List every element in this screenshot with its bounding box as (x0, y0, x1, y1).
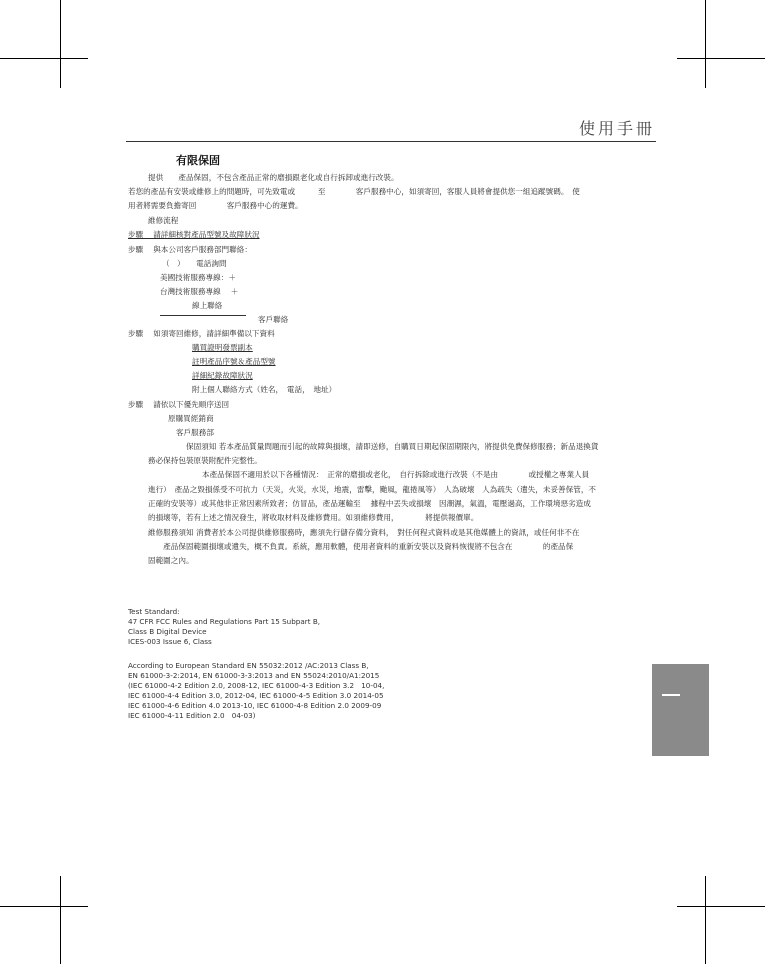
compliance-line: EN 61000-3-2:2014, EN 61000-3-3:2013 and EN 55024:2010/A1:2015 (128, 671, 380, 680)
page-title: 使用手冊 (578, 119, 655, 138)
warranty-text-line: 提供 產品保固，不包含產品正常的磨損跟老化或自行拆卸或進行改裝。 (148, 173, 399, 182)
return-option: 原購買經銷商 (168, 414, 214, 423)
step-line: 步驟 與本公司客戶服務部門聯絡： (128, 245, 252, 254)
warranty-text-line: 本產品保固不適用於以下各種情況： 正常的磨損或老化， 自行拆除或進行改裝（不是由 或授權之專業人員 (202, 470, 590, 479)
warranty-text-line: 進行） 產品之毀損係受不可抗力（天災，火災，水災，地震，雷擊，颱風，龍捲風等） 人為破壞 人為疏失（遺失，未妥善保管，不 (148, 485, 597, 494)
warranty-text-line: 正確的安裝等）或其他非正常因素所致者；仿冒品，產品運輸至 據程中丟失或損壞 因潮濕，氣溫，電壓過高，工作環境惡劣造成 (148, 499, 591, 508)
compliance-line: Test Standard: (128, 607, 180, 616)
compliance-line: According to European Standard EN 55032:2012 /AC:2013 Class B, (128, 661, 369, 670)
contact-link-rule (160, 315, 246, 316)
compliance-line: IEC 61000-4-6 Edition 4.0 2013-10, IEC 61000-4-8 Edition 2.0 2009-09 (128, 701, 382, 710)
document-item: 附上個人聯絡方式（姓名， 電話， 地址） (192, 385, 337, 394)
contact-line: 美國技術服務專線：＋ (160, 273, 236, 282)
document-item: 註明產品序號＆產品型號 (192, 357, 276, 366)
contact-line: 線上聯絡 (192, 301, 223, 310)
compliance-line: (IEC 61000-4-2 Edition 2.0, 2008-12, IEC 61000-4-3 Edition 3.2 10-04, (128, 681, 385, 690)
warranty-text-line: 若您的產品有安裝或維修上的問題時，可先致電或 至 客戶服務中心，如須寄回，客服人員將會提供您一組追蹤號碼。 使 (128, 187, 580, 196)
tab-dash-mark (662, 694, 680, 696)
compliance-line: 47 CFR FCC Rules and Regulations Part 15 Subpart B, (128, 617, 321, 626)
document-item: 購買證明發票副本 (192, 343, 253, 352)
document-item: 詳細紀錄故障狀況 (192, 371, 253, 380)
title-divider (126, 141, 656, 142)
warranty-text-line: 維修服務須知 消費者於本公司提供維修服務時，應須先行儲存備分資料， 對任何程式資料或是其他媒體上的資訊，或任何非不在 (148, 528, 580, 537)
section-tab (652, 664, 709, 756)
warranty-text-line: 的損壞等，若有上述之情況發生，將收取材料及維修費用。如須維修費用， 將提供報價單。 (148, 513, 479, 522)
warranty-text-line: 務必保持包裝原裝附配件完整性。 (148, 456, 262, 465)
step-line: 步驟 請依以下優先順序送回 (128, 400, 230, 409)
warranty-text-line: 產品保固範圍損壞或遺失，概不負責。系統，應用軟體，使用者資料的重新安裝以及資料恢復將不包含在 的產品保 (148, 542, 574, 551)
contact-line: 客戶聯絡 (258, 315, 289, 324)
contact-line: 台灣技術服務專線 ＋ (160, 287, 239, 296)
compliance-line: ICES-003 Issue 6, Class (128, 637, 212, 646)
step-line: 步驟 如須寄回維修，請詳細準備以下資料 (128, 329, 275, 338)
step-line: 步驟 請詳細核對產品型號及故障狀況 (128, 230, 260, 239)
contact-line: （ ） 電話詢問 (162, 259, 227, 268)
warranty-text-line: 保固須知 若本產品質量問題而引起的故障與損壞，請即送修，自購買日期起保固期限內，將提供免費保修服務；新品退換貨 (186, 442, 599, 451)
warranty-text-line: 用者將需要負擔寄回 客戶服務中心的運費。 (128, 201, 303, 210)
compliance-line: IEC 61000-4-4 Edition 3.0, 2012-04, IEC 61000-4-5 Edition 3.0 2014-05 (128, 691, 384, 700)
process-heading: 維修流程 (148, 216, 179, 225)
return-option: 客戶服務部 (176, 428, 214, 437)
warranty-text-line: 固範圍之內。 (148, 556, 194, 565)
compliance-line: IEC 61000-4-11 Edition 2.0 04-03) (128, 711, 256, 720)
compliance-line: Class B Digital Device (128, 627, 207, 636)
warranty-heading: 有限保固 (176, 154, 220, 167)
